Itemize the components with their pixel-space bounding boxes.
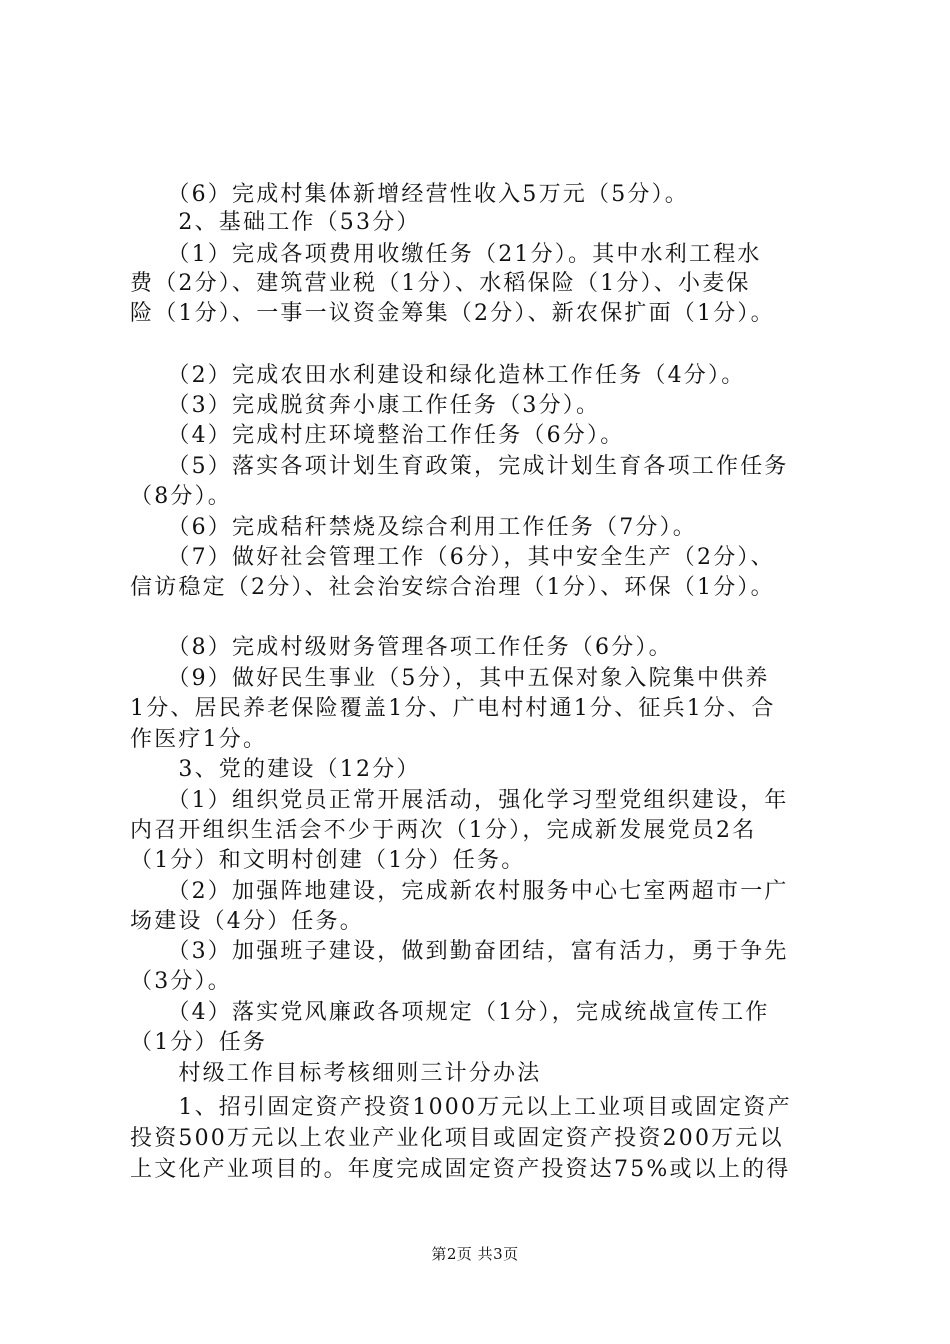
paragraph-line: 投资500万元以上农业产业化项目或固定资产投资200万元以	[130, 1126, 784, 1151]
paragraph-line: （2）加强阵地建设，完成新农村服务中心七室两超市一广	[130, 879, 789, 904]
paragraph-line: （3）加强班子建设，做到勤奋团结，富有活力，勇于争先	[130, 939, 789, 964]
page-number-footer: 第2页 共3页	[431, 1245, 519, 1263]
paragraph-line: （2）完成农田水利建设和绿化造林工作任务（4分）。	[130, 363, 746, 388]
paragraph-line: （1分）和文明村创建（1分）任务。	[130, 848, 526, 873]
paragraph-line: （5）落实各项计划生育政策，完成计划生育各项工作任务	[130, 454, 789, 479]
paragraph-line: （1）完成各项费用收缴任务（21分）。其中水利工程水	[130, 242, 762, 267]
paragraph-line: （8分）。	[130, 484, 232, 509]
paragraph-line: （4）完成村庄环境整治工作任务（6分）。	[130, 423, 625, 448]
paragraph-line: 上文化产业项目的。年度完成固定资产投资达75%或以上的得	[130, 1157, 791, 1182]
paragraph-line: （4）落实党风廉政各项规定（1分），完成统战宣传工作	[130, 1000, 770, 1025]
paragraph-line: （3分）。	[130, 969, 232, 994]
paragraph-line: 场建设（4分）任务。	[130, 909, 364, 934]
paragraph-line: 1分、居民养老保险覆盖1分、广电村村通1分、征兵1分、合	[130, 696, 776, 721]
paragraph-line: 1、招引固定资产投资1000万元以上工业项目或固定资产	[130, 1095, 792, 1120]
paragraph-line: 内召开组织生活会不少于两次（1分），完成新发展党员2名	[130, 818, 757, 843]
section-heading: 村级工作目标考核细则三计分办法	[130, 1061, 542, 1086]
paragraph-line: （8）完成村级财务管理各项工作任务（6分）。	[130, 635, 673, 660]
paragraph-line: （1分）任务	[130, 1030, 268, 1055]
paragraph-line: 费（2分）、建筑营业税（1分）、水稻保险（1分）、小麦保	[130, 271, 751, 296]
paragraph-line: 作医疗1分。	[130, 727, 268, 752]
paragraph-line: （3）完成脱贫奔小康工作任务（3分）。	[130, 393, 601, 418]
paragraph-line: （6）完成村集体新增经营性收入5万元（5分）。	[130, 182, 689, 207]
paragraph-line: 信访稳定（2分）、社会治安综合治理（1分）、环保（1分）。	[130, 575, 775, 600]
paragraph-line: 险（1分）、一事一议资金筹集（2分）、新农保扩面（1分）。	[130, 301, 775, 326]
paragraph-line: （1）组织党员正常开展活动，强化学习型党组织建设，年	[130, 788, 789, 813]
paragraph-line: （6）完成秸秆禁烧及综合利用工作任务（7分）。	[130, 515, 697, 540]
section-heading: 3、党的建设（12分）	[130, 757, 421, 782]
section-heading: 2、基础工作（53分）	[130, 210, 421, 235]
paragraph-line: （7）做好社会管理工作（6分），其中安全生产（2分）、	[130, 545, 775, 570]
paragraph-line: （9）做好民生事业（5分），其中五保对象入院集中供养	[130, 666, 770, 691]
